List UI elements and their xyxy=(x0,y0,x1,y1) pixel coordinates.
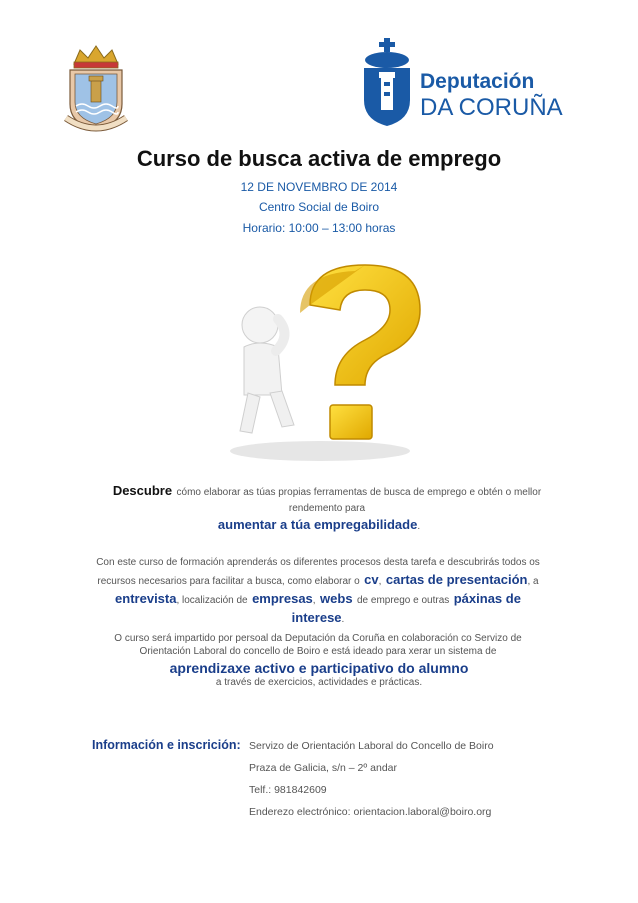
description-paragraph xyxy=(92,484,562,516)
course-text-3: , localización de xyxy=(176,595,248,606)
deputacion-emblem-icon xyxy=(360,38,414,126)
course-period: . xyxy=(341,614,345,625)
imparted-highlight: aprendizaxe activo e participativo do alumno xyxy=(169,660,469,676)
description-period: . xyxy=(417,521,421,532)
course-webs: webs xyxy=(320,591,353,606)
event-hours: Horario: 10:00 – 13:00 horas xyxy=(242,221,396,235)
course-comma-1: , xyxy=(378,576,382,587)
deputacion-coruna-logo xyxy=(360,38,563,126)
info-email[interactable]: Enderezo electrónico: orientacion.laboral@boiro.org xyxy=(249,806,492,818)
info-phone: Telf.: 981842609 xyxy=(249,784,327,796)
page-title: Curso de busca activa de emprego xyxy=(136,146,502,171)
course-comma-2: , xyxy=(312,595,316,606)
course-cartas: cartas de presentación xyxy=(385,572,528,587)
course-text-2: , a xyxy=(527,576,539,587)
logo-line-1: Deputación xyxy=(420,70,535,93)
course-cv: cv xyxy=(364,572,379,587)
description-lead: Descubre xyxy=(112,483,173,498)
info-line: Servizo de Orientación Laboral do Concello de Boiro xyxy=(249,740,494,752)
course-paragraph xyxy=(92,552,544,628)
course-text-1: Con este curso de formación aprenderás os diferentes procesos desta tarefa e descubrirás todos os recursos necesarios para facilitar a busca, como elaborar o xyxy=(96,557,540,587)
course-entrevista: entrevista xyxy=(115,591,177,606)
boiro-coat-of-arms xyxy=(60,42,132,134)
course-empresas: empresas xyxy=(252,591,313,606)
empregabilidade-highlight xyxy=(0,516,638,534)
event-date: 12 DE NOVEMBRO DE 2014 xyxy=(240,180,398,194)
imparted-paragraph: O curso será impartido por persoal da Deputación da Coruña en colaboración co Servizo de Orientación Laboral do concello de Boiro e está ideado para xerar un sistema de xyxy=(114,633,522,657)
info-line: Praza de Galicia, s/n – 2º andar xyxy=(249,762,397,774)
imparted-footer: a través de exercicios, actividades e prácticas. xyxy=(215,677,423,688)
event-venue: Centro Social de Boiro xyxy=(258,200,380,214)
logo-line-2: DA CORUÑA xyxy=(420,94,563,121)
description-text: cómo elaborar as túas propias ferramentas de busca de emprego e obtén o mellor rendemento para xyxy=(176,487,542,514)
course-paxinas: páxinas de interese xyxy=(291,591,521,625)
description-highlight: aumentar a túa empregabilidade xyxy=(217,517,418,532)
course-text-4: de emprego e outras xyxy=(357,595,450,606)
info-label: Información e inscrición: xyxy=(92,738,241,752)
question-mark-figure-illustration xyxy=(200,255,440,465)
